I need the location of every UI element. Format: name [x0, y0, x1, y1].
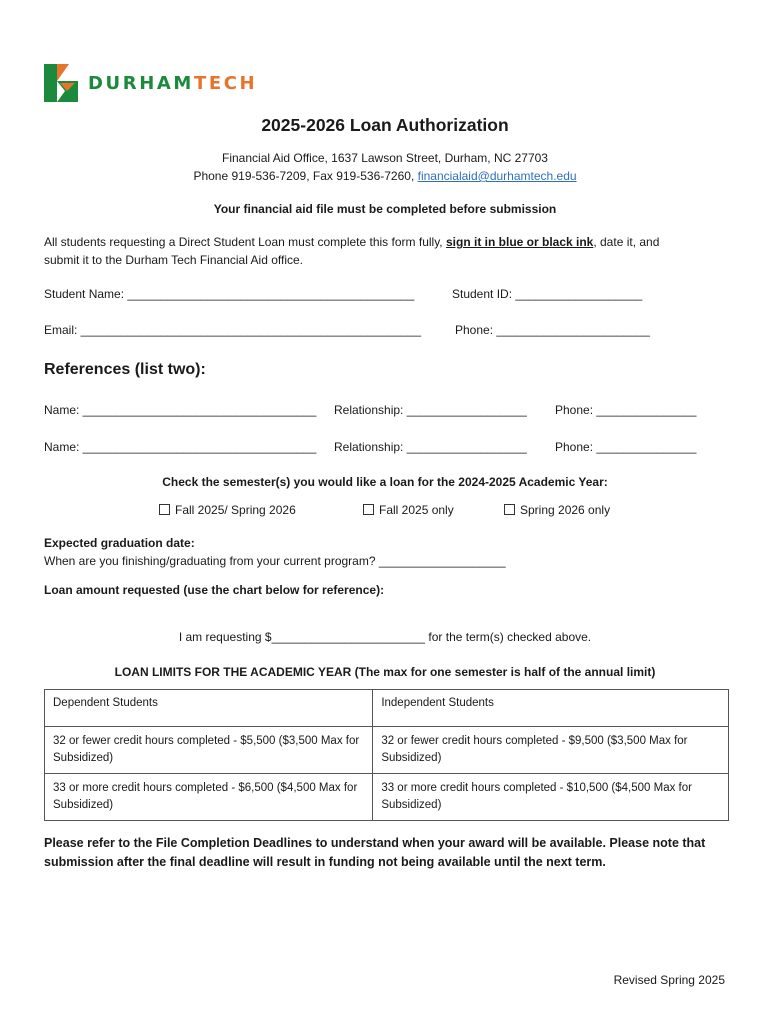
- loan-limits-table: [44, 689, 729, 821]
- durham-tech-logo-icon: [44, 64, 78, 102]
- phone-fax-text: Phone 919-536-7209, Fax 919-536-7260,: [193, 169, 418, 183]
- checkbox-label: Spring 2026 only: [520, 503, 611, 517]
- table-row: [45, 774, 729, 821]
- durham-tech-logo: [44, 64, 257, 102]
- logo-text-tech: TECH: [193, 72, 258, 94]
- table-header-row: [45, 690, 729, 727]
- graduation-date-field[interactable]: When are you finishing/graduating from your current program? ___________________: [44, 554, 506, 568]
- loan-amount-label: Loan amount requested (use the chart below for reference):: [44, 583, 385, 597]
- reference-1-phone-field[interactable]: Phone: _______________: [555, 403, 697, 417]
- student-name-field[interactable]: Student Name: ___________________________________________: [44, 287, 415, 301]
- logo-text-durham: DURHAM: [88, 72, 194, 94]
- loan-limits-heading: LOAN LIMITS FOR THE ACADEMIC YEAR (The max for one semester is half of the annual limit): [114, 665, 656, 679]
- address-line: Financial Aid Office, 1637 Lawson Street, Durham, NC 27703: [222, 151, 548, 165]
- deadline-note: Please refer to the File Completion Deadlines to understand when your award will be available. Please note that submission after the final deadline will result in funding not being available until the next term.: [44, 836, 706, 869]
- reference-2-phone-field[interactable]: Phone: _______________: [555, 440, 697, 454]
- phone-field[interactable]: Phone: _______________________: [455, 323, 650, 337]
- table-cell: 32 or fewer credit hours completed - $9,500 ($3,500 Max for Subsidized): [373, 727, 729, 774]
- intro-line-2: submit it to the Durham Tech Financial Aid office.: [44, 253, 304, 267]
- financial-aid-email-link[interactable]: financialaid@durhamtech.edu: [417, 169, 577, 183]
- logo-wordmark: [88, 73, 257, 94]
- ink-instruction: sign it in blue or black ink: [445, 235, 594, 249]
- column-header: Dependent Students: [45, 690, 373, 727]
- intro-line-1: [44, 235, 659, 249]
- checkbox-fall-only[interactable]: [363, 503, 454, 517]
- reference-1-name-field[interactable]: Name: ___________________________________: [44, 403, 317, 417]
- semester-prompt: Check the semester(s) you would like a loan for the 2024-2025 Academic Year:: [162, 475, 608, 489]
- student-id-field[interactable]: Student ID: ___________________: [452, 287, 643, 301]
- submission-notice: Your financial aid file must be completed before submission: [213, 202, 557, 216]
- references-heading: References (list two):: [44, 361, 206, 378]
- intro-text-2: , date it, and: [593, 235, 660, 249]
- revision-footer: Revised Spring 2025: [613, 973, 725, 987]
- table-row: [45, 727, 729, 774]
- email-field[interactable]: Email: ___________________________________________________: [44, 323, 422, 337]
- table-cell: 33 or more credit hours completed - $10,500 ($4,500 Max for Subsidized): [373, 774, 729, 821]
- checkbox-label: Fall 2025 only: [379, 503, 454, 517]
- checkbox-icon[interactable]: [159, 504, 170, 515]
- checkbox-icon[interactable]: [504, 504, 515, 515]
- checkbox-icon[interactable]: [363, 504, 374, 515]
- checkbox-fall-spring[interactable]: [159, 503, 296, 517]
- graduation-label: Expected graduation date:: [44, 536, 195, 550]
- table-cell: 33 or more credit hours completed - $6,500 ($4,500 Max for Subsidized): [45, 774, 373, 821]
- checkbox-label: Fall 2025/ Spring 2026: [175, 503, 296, 517]
- intro-text-1: All students requesting a Direct Student Loan must complete this form fully,: [44, 235, 446, 249]
- column-header: Independent Students: [373, 690, 729, 727]
- page-title: 2025-2026 Loan Authorization: [261, 115, 509, 135]
- contact-line: [0, 169, 770, 183]
- reference-2-relationship-field[interactable]: Relationship: __________________: [334, 440, 527, 454]
- table-cell: 32 or fewer credit hours completed - $5,500 ($3,500 Max for Subsidized): [45, 727, 373, 774]
- reference-2-name-field[interactable]: Name: ___________________________________: [44, 440, 317, 454]
- reference-1-relationship-field[interactable]: Relationship: __________________: [334, 403, 527, 417]
- checkbox-spring-only[interactable]: [504, 503, 610, 517]
- loan-amount-field[interactable]: I am requesting $_______________________ for the term(s) checked above.: [178, 630, 592, 644]
